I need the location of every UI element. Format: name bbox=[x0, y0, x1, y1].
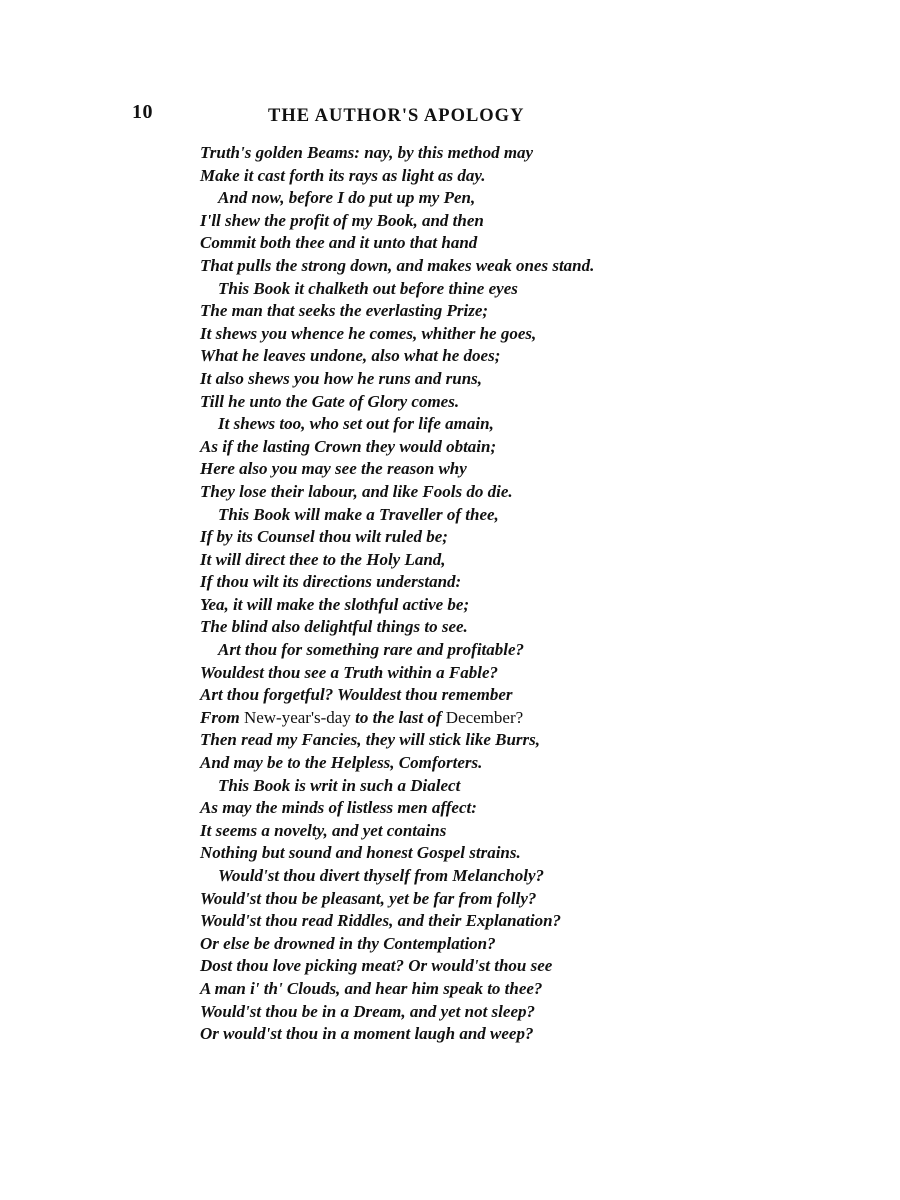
poem-line: As may the minds of listless men affect: bbox=[200, 798, 477, 818]
poem-line: A man i' th' Clouds, and hear him speak to thee? bbox=[200, 978, 543, 998]
poem-line: What he leaves undone, also what he does; bbox=[200, 346, 501, 366]
poem-line bbox=[200, 707, 740, 730]
poem-line: This Book is writ in such a Dialect bbox=[218, 775, 461, 795]
poem-line: Art thou forgetful? Wouldest thou remember bbox=[200, 685, 513, 705]
poem-line-segment: to the last of bbox=[350, 707, 446, 727]
poem-line: As if the lasting Crown they would obtain; bbox=[200, 436, 497, 456]
poem-line: Yea, it will make the slothful active be; bbox=[200, 594, 470, 614]
poem-line: Would'st thou read Riddles, and their Explanation? bbox=[200, 911, 562, 931]
poem-line-segment: From bbox=[200, 707, 244, 727]
poem-line: The blind also delightful things to see. bbox=[200, 617, 468, 637]
poem-line: Wouldest thou see a Truth within a Fable? bbox=[200, 662, 499, 682]
poem-line: Here also you may see the reason why bbox=[200, 459, 467, 479]
poem-line: Till he unto the Gate of Glory comes. bbox=[200, 391, 460, 411]
poem-line: Then read my Fancies, they will stick like Burrs, bbox=[200, 730, 541, 750]
poem-line: It shews too, who set out for life amain, bbox=[218, 414, 494, 434]
poem-line: Would'st thou be in a Dream, and yet not sleep? bbox=[200, 1001, 535, 1021]
poem-line: This Book will make a Traveller of thee, bbox=[218, 504, 499, 524]
poem-line: Would'st thou be pleasant, yet be far from folly? bbox=[200, 888, 537, 908]
poem-line: Make it cast forth its rays as light as day. bbox=[200, 165, 486, 185]
poem-line: And may be to the Helpless, Comforters. bbox=[200, 753, 483, 773]
poem-line: This Book it chalketh out before thine eyes bbox=[218, 278, 518, 298]
poem-line: It will direct thee to the Holy Land, bbox=[200, 549, 446, 569]
poem-line: Or else be drowned in thy Contemplation? bbox=[200, 933, 496, 953]
poem-line: It shews you whence he comes, whither he goes, bbox=[200, 323, 537, 343]
poem-line: If thou wilt its directions understand: bbox=[200, 572, 462, 592]
poem-line-segment: New-year's-day bbox=[243, 707, 351, 727]
page-number: 10 bbox=[132, 101, 153, 123]
poem-line: It also shews you how he runs and runs, bbox=[200, 368, 483, 388]
poem-line: That pulls the strong down, and makes weak ones stand. bbox=[200, 255, 595, 275]
poem-line: I'll shew the profit of my Book, and then bbox=[200, 210, 484, 230]
poem-line: Would'st thou divert thyself from Melancholy? bbox=[218, 866, 545, 885]
poem-line: Or would'st thou in a moment laugh and weep? bbox=[200, 1024, 534, 1044]
running-head: THE AUTHOR'S APOLOGY bbox=[268, 106, 525, 126]
poem-line: Commit both thee and it unto that hand bbox=[200, 233, 478, 253]
poem-line: Art thou for something rare and profitable? bbox=[218, 640, 525, 660]
poem-line: Nothing but sound and honest Gospel strains. bbox=[200, 843, 521, 863]
poem-body bbox=[200, 142, 740, 1046]
poem-line: And now, before I do put up my Pen, bbox=[218, 188, 476, 208]
poem-line: The man that seeks the everlasting Prize; bbox=[200, 301, 489, 321]
poem-line: They lose their labour, and like Fools do die. bbox=[200, 481, 513, 501]
poem-line: It seems a novelty, and yet contains bbox=[200, 820, 447, 840]
poem-line: Truth's golden Beams: nay, by this method may bbox=[200, 143, 534, 162]
poem-line: If by its Counsel thou wilt ruled be; bbox=[200, 527, 448, 547]
poem-line-segment: December? bbox=[445, 707, 524, 727]
poem-line: Dost thou love picking meat? Or would'st thou see bbox=[200, 956, 553, 976]
